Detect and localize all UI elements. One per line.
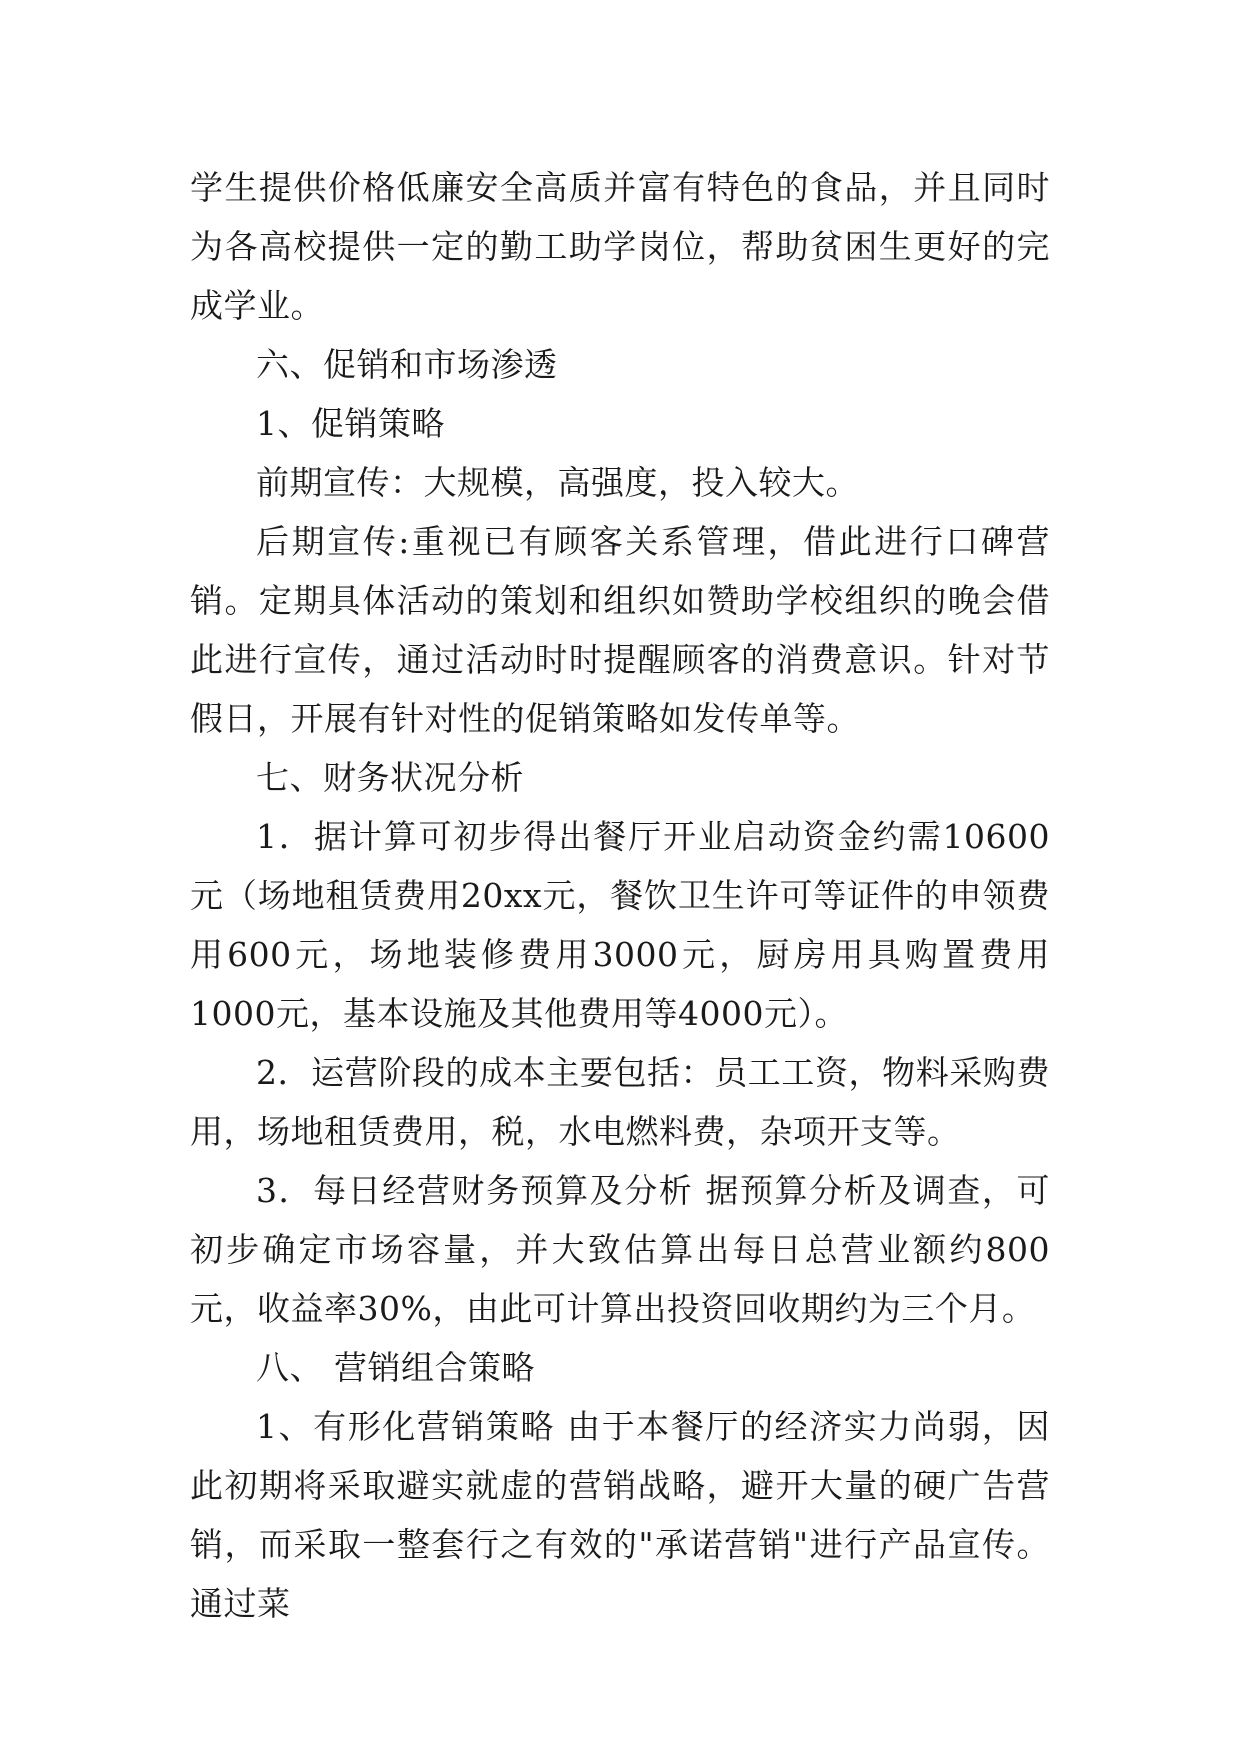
subheading-promotion-strategy: 1、促销策略 [256,404,445,443]
section-heading-promotion: 六、促销和市场渗透 [256,345,558,384]
paragraph-startup-capital: 1．据计算可初步得出餐厅开业启动资金约需10600元（场地租赁费用20xx元，餐饮卫生许可等证件的申领费用600元，场地装修费用3000元，厨房用具购置费用1000元，基本设施及其他费用等4000元）。 [190,817,1050,1033]
paragraph-tangible-marketing: 1、有形化营销策略 由于本餐厅的经济实力尚弱，因此初期将采取避实就虚的营销战略，避开大量的硬广告营销，而采取一整套行之有效的"承诺营销"进行产品宣传。通过菜 [190,1407,1050,1623]
document-body [190,158,1050,1633]
paragraph-operating-costs: 2．运营阶段的成本主要包括：员工工资，物料采购费用，场地租赁费用，税，水电燃料费，杂项开支等。 [190,1053,1050,1151]
paragraph-continuation: 学生提供价格低廉安全高质并富有特色的食品，并且同时为各高校提供一定的勤工助学岗位，帮助贫困生更好的完成学业。 [190,168,1050,325]
paragraph-later-publicity: 后期宣传:重视已有顾客关系管理，借此进行口碑营销。定期具体活动的策划和组织如赞助学校组织的晚会借此进行宣传，通过活动时时提醒顾客的消费意识。针对节假日，开展有针对性的促销策略如发传单等。 [190,522,1050,738]
paragraph-early-publicity: 前期宣传：大规模，高强度，投入较大。 [256,463,859,502]
paragraph-daily-budget: 3．每日经营财务预算及分析 据预算分析及调查，可初步确定市场容量，并大致估算出每日总营业额约800元，收益率30%，由此可计算出投资回收期约为三个月。 [190,1171,1050,1328]
section-heading-finance: 七、财务状况分析 [256,758,524,797]
section-heading-marketing-mix: 八、 营销组合策略 [256,1348,535,1387]
